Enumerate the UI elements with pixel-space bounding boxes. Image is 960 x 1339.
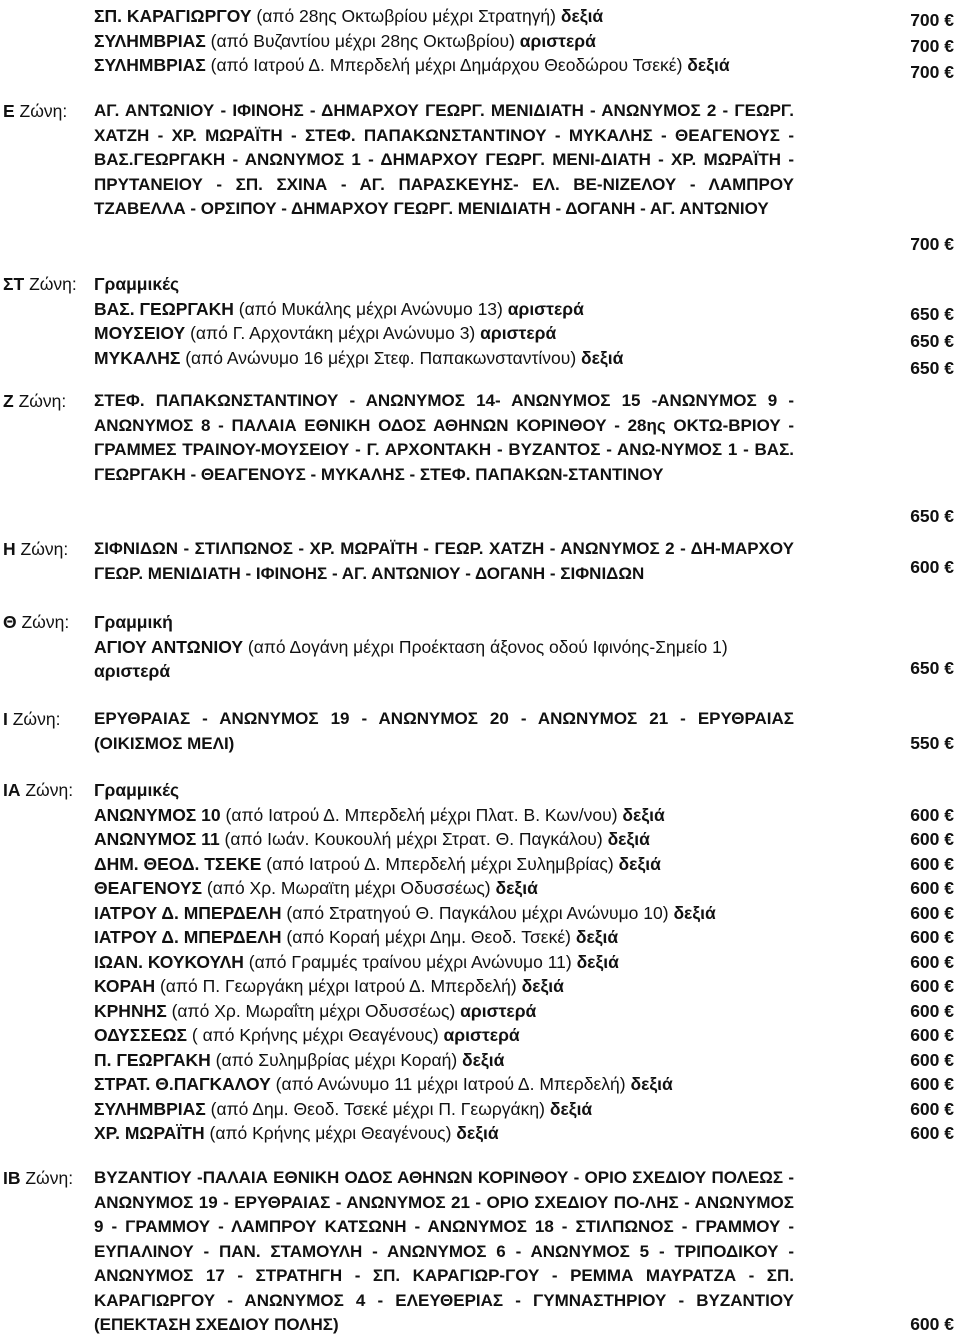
price: 600 €: [910, 927, 954, 947]
street-entry: ΣΥΛΗΜΒΡΙΑΣ (από Ιατρού Δ. Μπερδελή μέχρι Δημάρχου Θεοδώρου Τσεκέ) δεξιά: [94, 55, 730, 75]
price: 650 €: [910, 331, 954, 351]
street-entry: ΑΝΩΝΥΜΟΣ 11 (από Ιωάν. Κουκουλή μέχρι Στρατ. Θ. Παγκάλου) δεξιά: [94, 829, 650, 849]
price: 600 €: [910, 1000, 954, 1021]
street-entry: ΜΥΚΑΛΗΣ (από Ανώνυμο 16 μέχρι Στεφ. Παπακωνσταντίνου) δεξιά: [94, 347, 624, 368]
street-entry: Π. ΓΕΩΡΓΑΚΗ (από Συλημβρίας μέχρι Κοραή) δεξιά: [94, 1049, 505, 1070]
price: 700 €: [910, 10, 954, 30]
price: 700 €: [910, 36, 954, 56]
price: 600 €: [910, 878, 954, 898]
zone-streets: ΣΙΦΝΙΔΩΝ - ΣΤΙΛΠΩΝΟΣ - ΧΡ. ΜΩΡΑΪΤΗ - ΓΕΩΡ. ΧΑΤΖΗ - ΑΝΩΝΥΜΟΣ 2 - ΔΗ-ΜΑΡΧΟΥ ΓΕΩΡ. ΜΕΝΙΔΙΑΤΗ - ΙΦΙΝΟΗΣ - ΑΓ. ΑΝΤΩΝΙΟΥ - ΔΟΓΑΝΗ - ΣΙΦΝΙΔΩΝ: [94, 539, 794, 583]
street-entry: ΑΓΙΟΥ ΑΝΤΩΝΙΟΥ (από Δογάνη μέχρι Προέκταση άξονος οδού Ιφινόης-Σημείο 1): [94, 636, 728, 657]
price: 600 €: [910, 1049, 954, 1070]
zone-label: ΙΑ Ζώνη:: [3, 780, 74, 800]
price: 600 €: [910, 1025, 954, 1045]
street-entry: ΚΟΡΑΗ (από Π. Γεωργάκη μέχρι Ιατρού Δ. Μπερδελή) δεξιά: [94, 976, 564, 996]
price: 600 €: [910, 1123, 954, 1143]
street-direction: αριστερά: [94, 661, 171, 681]
zone-lines: [94, 610, 794, 684]
zone-streets: ΒΥΖΑΝΤΙΟΥ -ΠΑΛΑΙΑ ΕΘΝΙΚΗ ΟΔΟΣ ΑΘΗΝΩΝ ΚΟΡΙΝΘΟΥ - ΟΡΙΟ ΣΧΕΔΙΟΥ ΠΟΛΕΩΣ - ΑΝΩΝΥΜΟΣ 19 - ΕΡΥΘΡΑΙΑΣ - ΑΝΩΝΥΜΟΣ 21 - ΟΡΙΟ ΣΧΕΔΙΟΥ ΠΟ-ΛΗΣ - ΑΝΩΝΥΜΟΣ 9 - ΓΡΑΜΜΟΥ - ΛΑΜΠΡΟΥ ΚΑΤΣΩΝΗ - ΑΝΩΝΥΜΟΣ 18 - ΣΤΙΛΠΩΝΟΣ - ΓΡΑΜΜΟΥ - ΕΥΠΑΛΙΝΟΥ - ΠΑΝ. ΣΤΑΜΟΥΛΗ - ΑΝΩΝΥΜΟΣ 6 - ΑΝΩΝΥΜΟΣ 5 - ΤΡΙΠΟΔΙΚΟΥ - ΑΝΩΝΥΜΟΣ 17 - ΣΤΡΑΤΗΓΗ - ΣΠ. ΚΑΡΑΓΙΩΡ-ΓΟΥ - ΡΕΜΜΑ ΜΑΥΡΑΤΖΑ - ΣΠ. ΚΑΡΑΓΙΩΡΓΟΥ - ΑΝΩΝΥΜΟΣ 4 - ΕΛΕΥΘΕΡΙΑΣ - ΓΥΜΝΑΣΤΗΡΙΟΥ - ΒΥΖΑΝΤΙΟΥ (ΕΠΕΚΤΑΣΗ ΣΧΕΔΙΟΥ ΠΟΛΗΣ): [94, 1168, 794, 1334]
street-entry: ΣΥΛΗΜΒΡΙΑΣ (από Βυζαντίου μέχρι 28ης Οκτωβρίου) αριστερά: [94, 30, 596, 51]
price: 600 €: [910, 1314, 954, 1334]
zone-lines: [94, 272, 794, 370]
zone-label: Ζ Ζώνη:: [3, 391, 67, 411]
zone-label: ΙΒ Ζώνη:: [3, 1168, 74, 1188]
street-entry: ΟΔΥΣΣΕΩΣ ( από Κρήνης μέχρι Θεαγένους) αριστερά: [94, 1025, 520, 1045]
price: 600 €: [910, 1098, 954, 1119]
street-entry: ΚΡΗΝΗΣ (από Χρ. Μωραΐτη μέχρι Οδυσσέως) αριστερά: [94, 1000, 537, 1021]
price: 600 €: [910, 951, 954, 972]
top-lines: [94, 4, 794, 78]
zone-lines: [94, 778, 794, 1146]
zone-label: ΣΤ Ζώνη:: [3, 274, 77, 294]
zone-heading: Γραμμική: [94, 612, 173, 632]
street-entry: ΜΟΥΣΕΙΟΥ (από Γ. Αρχοντάκη μέχρι Ανώνυμο 3) αριστερά: [94, 323, 557, 343]
zone-streets: ΕΡΥΘΡΑΙΑΣ - ΑΝΩΝΥΜΟΣ 19 - ΑΝΩΝΥΜΟΣ 20 - ΑΝΩΝΥΜΟΣ 21 - ΕΡΥΘΡΑΙΑΣ (ΟΙΚΙΣΜΟΣ ΜΕΛΙ): [94, 709, 794, 753]
zone-streets: ΣΤΕΦ. ΠΑΠΑΚΩΝΣΤΑΝΤΙΝΟΥ - ΑΝΩΝΥΜΟΣ 14- ΑΝΩΝΥΜΟΣ 15 -ΑΝΩΝΥΜΟΣ 9 - ΑΝΩΝΥΜΟΣ 8 - ΠΑΛΑΙΑ ΕΘΝΙΚΗ ΟΔΟΣ ΑΘΗΝΩΝ ΚΟΡΙΝΘΟΥ - 28ης ΟΚΤΩ-ΒΡΙΟΥ - ΓΡΑΜΜΕΣ ΤΡΑΙΝΟΥ-ΜΟΥΣΕΙΟΥ - Γ. ΑΡΧΟΝΤΑΚΗ - ΒΥΖΑΝΤΟΣ - ΑΝΩ-ΝΥΜΟΣ 1 - ΒΑΣ. ΓΕΩΡΓΑΚΗ - ΘΕΑΓΕΝΟΥΣ - ΜΥΚΑΛΗΣ - ΣΤΕΦ. ΠΑΠΑΚΩΝ-ΣΤΑΝΤΙΝΟΥ: [94, 391, 794, 484]
street-entry: ΣΥΛΗΜΒΡΙΑΣ (από Δημ. Θεοδ. Τσεκέ μέχρι Π. Γεωργάκη) δεξιά: [94, 1098, 593, 1119]
price: 650 €: [910, 658, 954, 678]
street-entry: ΙΑΤΡΟΥ Δ. ΜΠΕΡΔΕΛΗ (από Κοραή μέχρι Δημ. Θεοδ. Τσεκέ) δεξιά: [94, 927, 619, 947]
street-entry: ΒΑΣ. ΓΕΩΡΓΑΚΗ (από Μυκάλης μέχρι Ανώνυμο 13) αριστερά: [94, 298, 584, 319]
zone-label: Η Ζώνη:: [3, 539, 69, 559]
price: 600 €: [910, 976, 954, 996]
price: 700 €: [910, 62, 954, 82]
street-entry: ΑΝΩΝΥΜΟΣ 10 (από Ιατρού Δ. Μπερδελή μέχρι Πλατ. Β. Κων/νου) δεξιά: [94, 804, 665, 825]
price: 650 €: [910, 506, 954, 526]
street-entry: ΔΗΜ. ΘΕΟΔ. ΤΣΕΚΕ (από Ιατρού Δ. Μπερδελή μέχρι Συλημβρίας) δεξιά: [94, 853, 661, 874]
zone-label: Ι Ζώνη:: [3, 709, 61, 729]
price: 700 €: [910, 234, 954, 254]
price: 600 €: [910, 853, 954, 874]
street-entry: ΧΡ. ΜΩΡΑΪΤΗ (από Κρήνης μέχρι Θεαγένους) δεξιά: [94, 1123, 499, 1143]
zone-label: Θ Ζώνη:: [3, 612, 70, 632]
price: 600 €: [910, 557, 954, 577]
street-entry: ΣΠ. ΚΑΡΑΓΙΩΡΓΟΥ (από 28ης Οκτωβρίου μέχρι Στρατηγή) δεξιά: [94, 6, 604, 26]
price: 600 €: [910, 902, 954, 923]
street-entry: ΣΤΡΑΤ. Θ.ΠΑΓΚΑΛΟΥ (από Ανώνυμο 11 μέχρι Ιατρού Δ. Μπερδελή) δεξιά: [94, 1074, 673, 1094]
price: 650 €: [910, 358, 954, 378]
zone-label: Ε Ζώνη:: [3, 101, 68, 121]
price: 650 €: [910, 304, 954, 324]
price: 600 €: [910, 1074, 954, 1094]
zone-heading: Γραμμικές: [94, 274, 180, 294]
price: 600 €: [910, 829, 954, 849]
price: 550 €: [910, 733, 954, 753]
price: 600 €: [910, 804, 954, 825]
street-entry: ΙΩΑΝ. ΚΟΥΚΟΥΛΗ (από Γραμμές τραίνου μέχρι Ανώνυμο 11) δεξιά: [94, 951, 619, 972]
street-entry: ΘΕΑΓΕΝΟΥΣ (από Χρ. Μωραϊτη μέχρι Οδυσσέως) δεξιά: [94, 878, 538, 898]
zone-heading: Γραμμικές: [94, 780, 180, 800]
zone-streets: ΑΓ. ΑΝΤΩΝΙΟΥ - ΙΦΙΝΟΗΣ - ΔΗΜΑΡΧΟΥ ΓΕΩΡΓ. ΜΕΝΙΔΙΑΤΗ - ΑΝΩΝΥΜΟΣ 2 - ΓΕΩΡΓ. ΧΑΤΖΗ - ΧΡ. ΜΩΡΑΪΤΗ - ΣΤΕΦ. ΠΑΠΑΚΩΝΣΤΑΝΤΙΝΟΥ - ΜΥΚΑΛΗΣ - ΘΕΑΓΕΝΟΥΣ - ΒΑΣ.ΓΕΩΡΓΑΚΗ - ΑΝΩΝΥΜΟΣ 1 - ΔΗΜΑΡΧΟΥ ΓΕΩΡΓ. ΜΕΝΙ-ΔΙΑΤΗ - ΧΡ. ΜΩΡΑΪΤΗ - ΠΡΥΤΑΝΕΙΟΥ - ΣΠ. ΣΧΙΝΑ - ΑΓ. ΠΑΡΑΣΚΕΥΗΣ- ΕΛ. ΒΕ-ΝΙΖΕΛΟΥ - ΛΑΜΠΡΟΥ ΤΖΑΒΕΛΛΑ - ΟΡΣΙΠΟΥ - ΔΗΜΑΡΧΟΥ ΓΕΩΡΓ. ΜΕΝΙΔΙΑΤΗ - ΔΟΓΑΝΗ - ΑΓ. ΑΝΤΩΝΙΟΥ: [94, 101, 794, 218]
street-entry: ΙΑΤΡΟΥ Δ. ΜΠΕΡΔΕΛΗ (από Στρατηγού Θ. Παγκάλου μέχρι Ανώνυμο 10) δεξιά: [94, 902, 716, 923]
